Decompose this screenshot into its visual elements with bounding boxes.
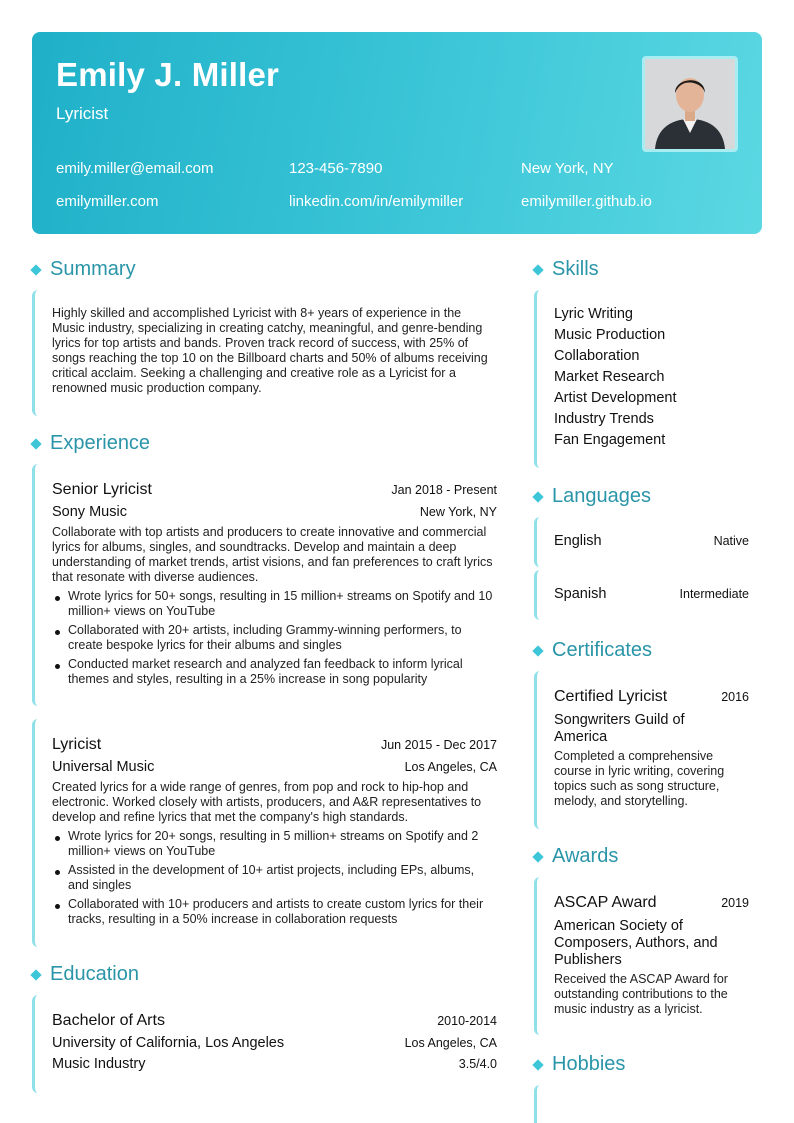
language-name: English <box>554 533 602 549</box>
section-title-languages <box>532 485 651 508</box>
list-item: Collaborated with 20+ artists, including Grammy-winning performers, to create bespoke lyrics for their albums and singles <box>52 623 497 653</box>
section-title-education <box>30 963 139 986</box>
list-item: Artist Development <box>554 390 677 406</box>
job-block <box>32 719 498 947</box>
list-item: Assisted in the development of 10+ artist projects, including EPs, albums, and singles <box>52 863 497 893</box>
education-school-row <box>52 1035 497 1051</box>
section-title-hobbies <box>532 1053 625 1076</box>
candidate-name: Emily J. Miller <box>56 56 280 93</box>
profile-photo <box>642 56 738 152</box>
diamond-icon <box>30 438 41 449</box>
contact-email[interactable]: emily.miller@email.com <box>56 160 214 177</box>
diamond-icon <box>30 264 41 275</box>
award-description: Received the ASCAP Award for outstanding contributions to the music industry as a lyricist. <box>554 972 728 1016</box>
contact-github[interactable]: emilymiller.github.io <box>521 193 652 210</box>
certificates-title: Certificates <box>552 639 653 661</box>
award-block <box>534 877 762 1035</box>
education-degree: Bachelor of Arts <box>52 1012 165 1029</box>
job-block <box>32 464 498 706</box>
language-level: Intermediate <box>679 587 749 601</box>
education-dates: 2010-2014 <box>437 1014 497 1028</box>
list-item: Industry Trends <box>554 411 654 427</box>
job-company: Sony Music <box>52 504 127 520</box>
education-title: Education <box>50 963 139 985</box>
diamond-icon <box>532 851 543 862</box>
education-location: Los Angeles, CA <box>404 1036 497 1050</box>
certificate-description: Completed a comprehensive course in lyric writing, covering topics such as song structure, melody, and storytelling. <box>554 749 725 808</box>
section-title-experience <box>30 432 150 455</box>
list-item: Lyric Writing <box>554 306 633 322</box>
job-company-row <box>52 759 497 775</box>
contact-location: New York, NY <box>521 160 614 177</box>
summary-block <box>32 290 498 416</box>
job-position: Lyricist <box>52 736 102 753</box>
candidate-role: Lyricist <box>56 104 109 123</box>
contact-linkedin[interactable]: linkedin.com/in/emilymiller <box>289 193 464 210</box>
summary-text: Highly skilled and accomplished Lyricist with 8+ years of experience in the Music industry, specializing in creating catchy, meaningful, and genre-bending lyrics for top artists and bands. Proven track record of success, with 25% of songs reaching the top 10 on the Billboard charts and 50% of albums receiving critical acclaim. Seeking a challenging and creative role as a Lyricist for a renowned music production company. <box>52 306 488 395</box>
certificate-issuer: Songwriters Guild of America <box>554 712 685 745</box>
job-company: Universal Music <box>52 759 155 775</box>
award-year: 2019 <box>721 896 749 910</box>
languages-title: Languages <box>552 485 651 507</box>
diamond-icon <box>532 1059 543 1070</box>
diamond-icon <box>532 645 543 656</box>
award-name: ASCAP Award <box>554 894 657 911</box>
job-location: New York, NY <box>419 505 497 519</box>
award-issuer: American Society of Composers, Authors, and Publishers <box>554 918 718 968</box>
summary-title: Summary <box>50 258 136 280</box>
job-description: Collaborate with top artists and producers to create innovative and commercial lyrics for albums, singles, and soundtracks. Develop and maintain a deep understanding of market trends, artist visions, and fan preferences to craft lyrics that resonate with diverse audiences. <box>52 525 493 584</box>
job-company-row <box>52 504 497 520</box>
certificate-header-row <box>554 688 749 706</box>
diamond-icon <box>30 969 41 980</box>
list-item: Music Production <box>554 327 666 343</box>
list-item: Wrote lyrics for 20+ songs, resulting in 5 million+ streams on Spotify and 2 million+ views on YouTube <box>52 829 497 859</box>
skills-title: Skills <box>552 258 599 280</box>
hobbies-block <box>534 1085 762 1123</box>
education-school: University of California, Los Angeles <box>52 1035 285 1051</box>
language-block <box>534 570 762 620</box>
language-level: Native <box>713 534 749 548</box>
language-row <box>554 533 749 549</box>
job-description: Created lyrics for a wide range of genres, from pop and rock to hip-hop and electronic. Worked closely with artists, producers, and A&R representatives to develop and refine lyrics that met the company's high standards. <box>52 780 482 824</box>
education-degree-row <box>52 1012 497 1030</box>
language-name: Spanish <box>554 586 607 602</box>
language-row <box>554 586 749 602</box>
section-title-skills <box>532 258 599 281</box>
education-field: Music Industry <box>52 1056 146 1072</box>
list-item: Collaborated with 10+ producers and artists to create custom lyrics for their tracks, resulting in a 50% increase in collaboration requests <box>52 897 497 927</box>
experience-title: Experience <box>50 432 151 454</box>
list-item: Fan Engagement <box>554 432 666 448</box>
person-avatar-icon <box>645 59 735 149</box>
list-item: Conducted market research and analyzed fan feedback to inform lyrical themes and styles, resulting in a 25% increase in song popularity <box>52 657 497 687</box>
job-dates: Jun 2015 - Dec 2017 <box>380 738 497 752</box>
certificate-name: Certified Lyricist <box>554 688 668 705</box>
education-gpa: 3.5/4.0 <box>458 1057 497 1071</box>
resume-header <box>32 32 762 234</box>
job-dates: Jan 2018 - Present <box>391 483 497 497</box>
education-field-row <box>52 1056 497 1072</box>
section-title-summary <box>30 258 136 281</box>
award-header-row <box>554 894 749 912</box>
job-header-row <box>52 736 497 754</box>
list-item: Collaboration <box>554 348 640 364</box>
contact-phone[interactable]: 123-456-7890 <box>289 160 383 177</box>
section-title-certificates <box>532 639 652 662</box>
job-bullets <box>52 829 497 931</box>
awards-title: Awards <box>552 845 619 867</box>
certificate-block <box>534 671 762 829</box>
contact-website[interactable]: emilymiller.com <box>56 193 159 210</box>
certificate-year: 2016 <box>721 690 749 704</box>
list-item: Wrote lyrics for 50+ songs, resulting in 15 million+ streams on Spotify and 10 million+ views on YouTube <box>52 589 497 619</box>
diamond-icon <box>532 491 543 502</box>
job-position: Senior Lyricist <box>52 481 152 498</box>
language-block <box>534 517 762 567</box>
job-bullets <box>52 589 497 691</box>
list-item: Market Research <box>554 369 665 385</box>
job-location: Los Angeles, CA <box>404 760 497 774</box>
job-header-row <box>52 481 497 499</box>
section-title-awards <box>532 845 618 868</box>
education-block <box>32 995 498 1093</box>
diamond-icon <box>532 264 543 275</box>
hobbies-title: Hobbies <box>552 1053 626 1075</box>
